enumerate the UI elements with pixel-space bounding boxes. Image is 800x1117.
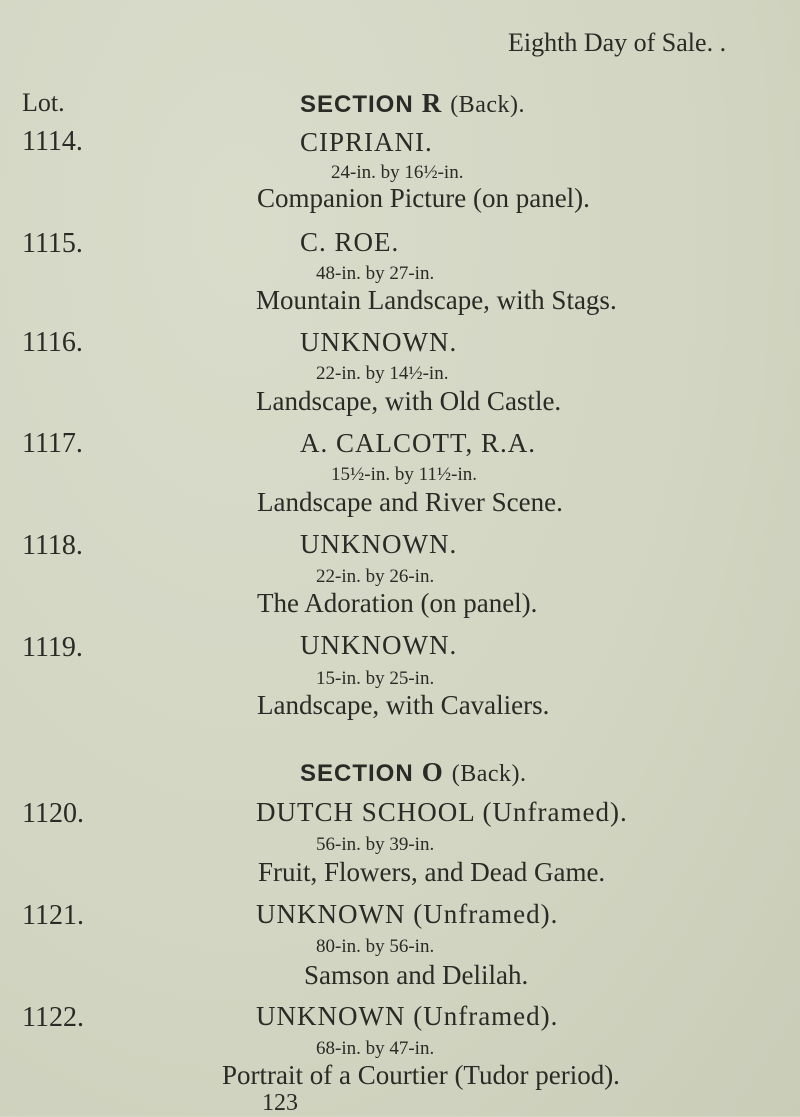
section-label: SECTION	[300, 91, 414, 118]
artwork-title: Samson and Delilah.	[304, 960, 529, 990]
dimensions: 48-in. by 27-in.	[316, 263, 435, 284]
section-label: SECTION	[300, 760, 414, 787]
artist-name: A. CALCOTT, R.A.	[300, 428, 536, 458]
artist-name: C. ROE.	[300, 227, 400, 257]
artwork-title: Portrait of a Courtier (Tudor period).	[222, 1060, 620, 1090]
artist-name: UNKNOWN.	[300, 630, 458, 660]
lot-number: 1118.	[22, 530, 83, 561]
artist-name: UNKNOWN (Unframed).	[256, 1001, 559, 1031]
artwork-title: Fruit, Flowers, and Dead Game.	[258, 857, 606, 887]
page-header: Eighth Day of Sale. .	[508, 28, 727, 57]
lot-number: 1116.	[22, 327, 83, 358]
dimensions: 15-in. by 25-in.	[316, 668, 435, 689]
dimensions: 22-in. by 14½-in.	[316, 363, 449, 384]
dimensions: 80-in. by 56-in.	[316, 936, 435, 957]
dimensions: 22-in. by 26-in.	[316, 566, 435, 587]
artist-name: UNKNOWN (Unframed).	[256, 899, 559, 929]
artwork-title: Mountain Landscape, with Stags.	[256, 285, 617, 315]
lot-number: 1119.	[22, 632, 83, 663]
lot-number: 1117.	[22, 428, 83, 459]
artwork-title: Landscape and River Scene.	[257, 487, 563, 517]
artwork-title: The Adoration (on panel).	[257, 588, 538, 618]
dimensions: 15½-in. by 11½-in.	[331, 464, 478, 485]
section-heading-r	[300, 88, 525, 119]
artist-name: CIPRIANI.	[300, 127, 433, 157]
artist-name: UNKNOWN.	[300, 327, 458, 357]
section-suffix: (Back).	[450, 92, 525, 118]
lot-number: 1120.	[22, 798, 84, 829]
artwork-title: Companion Picture (on panel).	[257, 183, 590, 213]
artist-name: UNKNOWN.	[300, 529, 458, 559]
section-suffix: (Back).	[451, 761, 527, 787]
lot-number: 1114.	[22, 126, 83, 157]
section-heading-o	[300, 757, 527, 788]
dimensions: 56-in. by 39-in.	[316, 834, 435, 855]
lot-number: 1115.	[22, 228, 83, 259]
page-number: 123	[262, 1090, 298, 1116]
section-letter: R	[421, 88, 443, 118]
section-letter: O	[421, 757, 444, 787]
lot-number: 1122.	[22, 1002, 84, 1033]
dimensions: 68-in. by 47-in.	[316, 1038, 435, 1059]
lot-column-heading: Lot.	[22, 88, 65, 117]
artwork-title: Landscape, with Old Castle.	[256, 386, 562, 416]
dimensions: 24-in. by 16½-in.	[331, 162, 464, 183]
artist-name: DUTCH SCHOOL (Unframed).	[256, 797, 628, 827]
lot-number: 1121.	[22, 900, 84, 931]
artwork-title: Landscape, with Cavaliers.	[257, 690, 550, 720]
